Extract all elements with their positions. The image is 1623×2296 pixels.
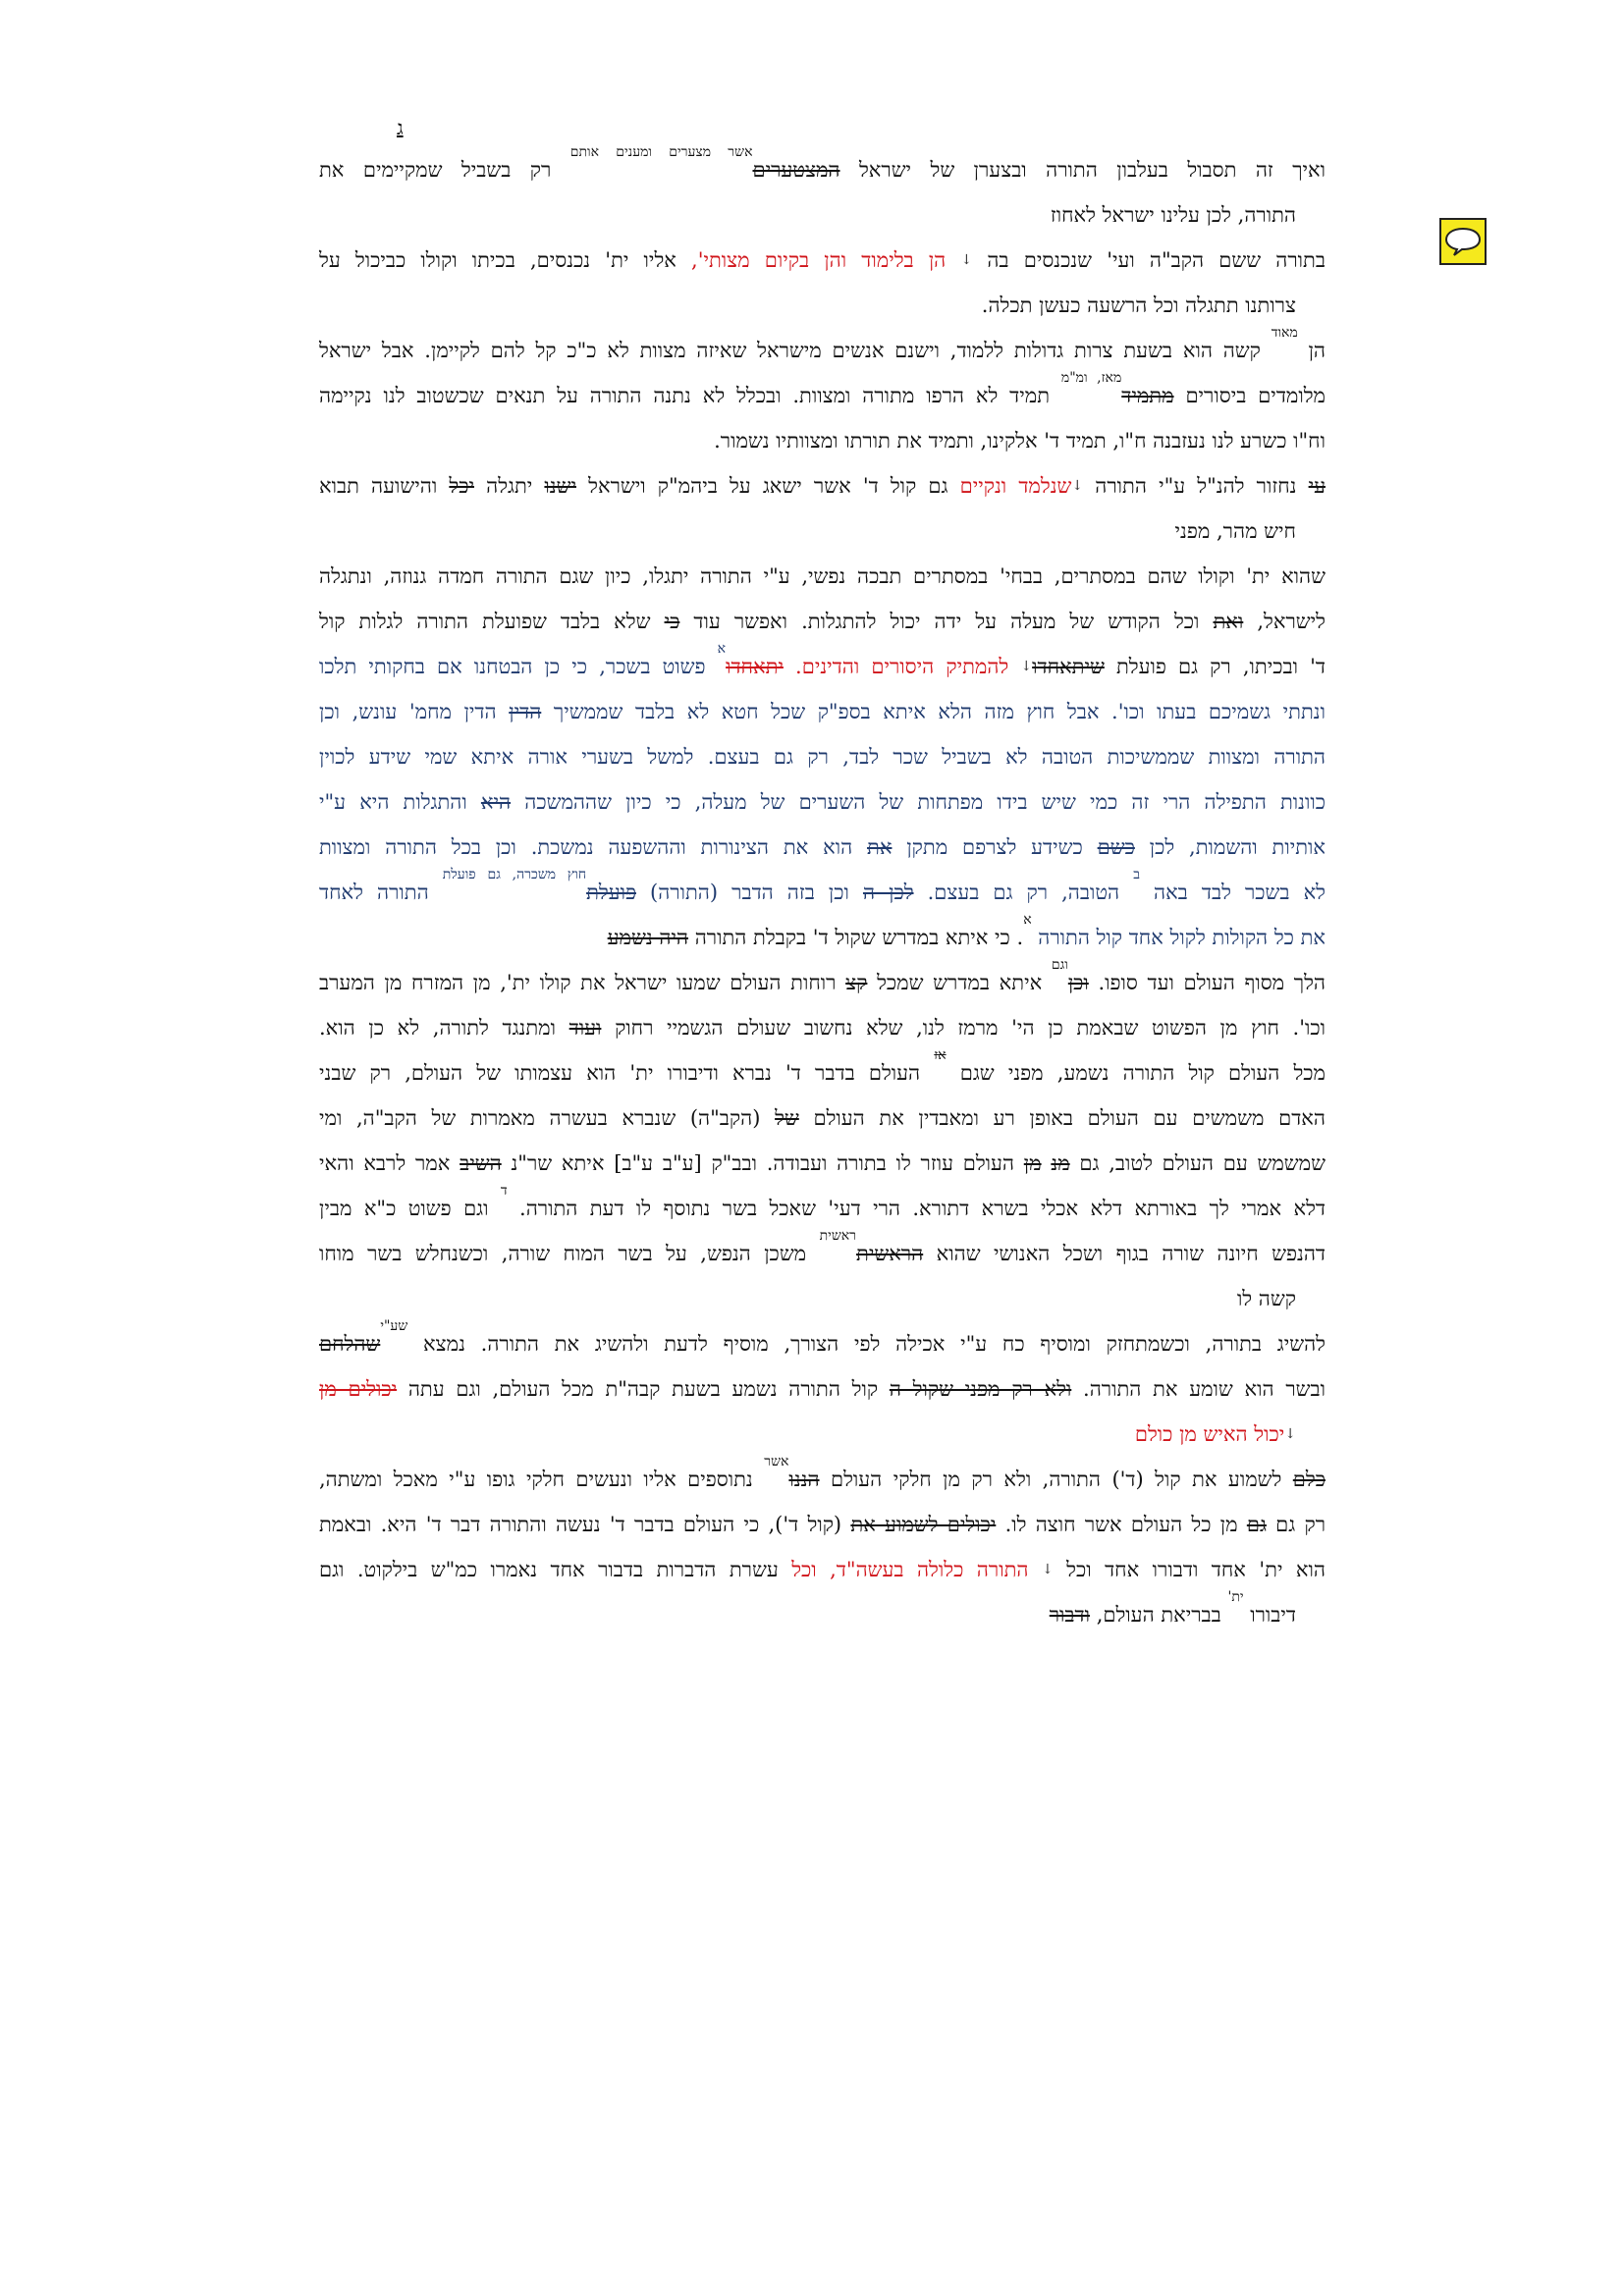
deleted-text: היא <box>480 790 512 814</box>
text-span: ד' ובכיתו, רק גם פועלת <box>1104 655 1326 678</box>
deleted-text: עי <box>1308 474 1325 498</box>
text-line <box>319 192 1325 238</box>
text-span: (קול ד'), כי העולם בדבר ד' נעשה והתורה דבר ד' היא. ובאמת <box>319 1513 851 1536</box>
text-line <box>319 463 1325 508</box>
text-span: דהנפש חיונה שורה בגוף ושכל האנושי שהוא <box>923 1242 1325 1265</box>
text-span: חיש מהר, מפני <box>1174 519 1296 543</box>
text-span: העולם בדבר ד' נברא ודיבורו ית' הוא עצמותו של העולם, רק שבני <box>319 1061 935 1085</box>
inserted-text: מאוד <box>1271 325 1298 341</box>
deleted-text: הראשית <box>856 1242 924 1265</box>
text-span: אותיות והשמות, לכן <box>1134 835 1326 859</box>
inserted-text: אשר <box>764 1454 789 1469</box>
deleted-text: ועוד <box>568 1016 602 1040</box>
text-line <box>319 689 1325 734</box>
text-span: כשידע לצרפם מתקן <box>892 835 1098 859</box>
text-span: הדין מחמ' עונש, וכן <box>319 700 510 723</box>
text-span: (הקב"ה) שנברא בעשרה מאמרות של הקב"ה, ומי <box>319 1106 776 1130</box>
inserted-text: התורה כלולה בעשה"ד, וכל <box>791 1558 1029 1581</box>
text-span: יתגלה <box>473 474 545 498</box>
text-line <box>319 1412 1325 1457</box>
text-span: בבריאת העולם, <box>1090 1603 1228 1627</box>
text-line <box>319 1047 1325 1095</box>
text-line <box>319 1318 1325 1366</box>
text-span: צרותנו תתגלה וכל הרשעה כעשן תכלה. <box>981 294 1296 317</box>
footnote-marker: ב <box>1133 867 1140 882</box>
inserted-text: יכול האיש מן כולם <box>1134 1422 1285 1446</box>
deleted-text: של <box>775 1106 799 1130</box>
deleted-text: מן <box>1023 1151 1042 1175</box>
inserted-text: ראשית <box>819 1228 857 1244</box>
text-line <box>319 825 1325 870</box>
deleted-text: גם <box>1246 1513 1267 1536</box>
text-line <box>319 238 1325 283</box>
deleted-text: ודבור <box>1049 1603 1091 1627</box>
text-line <box>319 1141 1325 1186</box>
deleted-text: כשם <box>1097 835 1135 859</box>
deleted-text: לכן ה <box>862 881 914 904</box>
text-span: אמר לרבא והאי <box>319 1151 460 1175</box>
text-span: הלך מסוף העולם ועד סופו. <box>1088 971 1326 994</box>
text-span: מכל העולם קול התורה נשמע, מפני שגם <box>946 1061 1325 1085</box>
insert-arrow-icon: ↓ <box>1020 659 1033 674</box>
deleted-text: יכל <box>449 474 474 498</box>
text-span: שהוא ית' וקולו שהם במסתרים, בבחי' במסתרים תבכה נפשי, ע"י התורה יתגלו, כיון שגם התורה חמדה גנוזה, ונתגלה <box>319 564 1325 588</box>
text-span: הוא את הצינורות וההשפעה נמשכת. וכן בכל התורה ומצוות <box>319 835 868 859</box>
text-span: איתא במדרש שמכל <box>867 971 1052 994</box>
inserted-text: אז <box>934 1047 947 1063</box>
text-line <box>319 1502 1325 1547</box>
text-span: וכן בזה הדבר (התורה) <box>635 881 863 904</box>
insert-arrow-icon: ↓ <box>1041 1562 1054 1577</box>
deleted-text: הדין <box>509 700 542 723</box>
text-span: מלומדים ביסורים <box>1173 384 1326 407</box>
text-line <box>319 418 1325 463</box>
deleted-text: יכולים לשמוע את <box>850 1513 997 1536</box>
text-span: התורה, לכן עלינו ישראל לאחוז <box>1050 203 1296 227</box>
deleted-text: הננו <box>788 1468 820 1491</box>
text-span: גם קול ד' אשר ישאג על ביהמ"ק וישראל <box>576 474 960 498</box>
deleted-text: יתאחדו <box>726 655 784 678</box>
footnote-marker: א <box>717 641 727 657</box>
deleted-text: קצ <box>845 971 868 994</box>
text-span: התורה ומצוות שממשיכות הטובה לא בשביל שכר לבד, רק גם בעצם. למשל בשערי אורה איתא שמי שידע לכוין <box>319 745 1325 769</box>
text-span: נחזור להנ"ל ע"י התורה <box>1083 474 1309 498</box>
deleted-text: מנ <box>1051 1151 1070 1175</box>
text-line <box>319 641 1326 689</box>
insert-arrow-icon: ↓ <box>1071 478 1084 494</box>
text-span: דיבורו <box>1243 1603 1296 1627</box>
deleted-text: את <box>867 835 893 859</box>
text-span: נתוספים אליו ונעשים חלקי גופו ע"י מאכל ומשתה, <box>319 1468 765 1491</box>
inserted-text: מאז, ומ"מ <box>1060 370 1122 386</box>
text-line <box>319 1228 1325 1276</box>
text-span: וגם פשוט כ"א מבין <box>319 1197 501 1220</box>
text-line <box>319 554 1325 599</box>
footnote-marker: א <box>1023 912 1032 928</box>
text-span: קול התורה נשמע בשעת קבה"ת מכל העולם, וגם עתה <box>397 1377 890 1401</box>
speech-bubble-icon[interactable] <box>1439 218 1487 265</box>
text-span: והישועה תבוא <box>319 474 450 498</box>
text-span: והתגלות היא ע"י <box>319 790 481 814</box>
text-line <box>319 1276 1325 1321</box>
inserted-text: אשר מצערים ומענים אותם <box>569 144 753 160</box>
inserted-text: שע"י <box>380 1318 408 1334</box>
footnote-marker: ד <box>500 1183 508 1199</box>
text-span: ונתתי גשמיכם בעתו וכו'. אבל חוץ מזה הלא איתא בספ"ק שכל חטא לא בלבד שממשיך <box>541 700 1325 723</box>
deleted-text: המצטערים <box>752 158 840 182</box>
deleted-text: יכולים מן <box>319 1377 398 1401</box>
manuscript-body <box>319 144 1326 1637</box>
page-number: ג <box>397 116 404 139</box>
text-span: לישראל, <box>1243 610 1325 633</box>
deleted-text: השיב <box>460 1151 502 1175</box>
text-span: רק בשביל שמקיימים את <box>319 158 570 182</box>
text-span: כוונות התפילה הרי זה כמי שיש בידו מפתחות של השערים של מעלה, כי כיון שההמשכה <box>511 790 1325 814</box>
deleted-text: מתמיד <box>1121 384 1174 407</box>
text-line <box>319 599 1325 644</box>
text-span: ובשר הוא שומע את התורה. <box>1071 1377 1325 1401</box>
text-span: האדם משמשים עם העולם באופן רע ומאבדין את העולם <box>798 1106 1325 1130</box>
insert-arrow-icon: ↓ <box>1284 1426 1296 1442</box>
text-span: הן <box>1297 339 1325 362</box>
text-line <box>319 283 1325 328</box>
text-line <box>319 779 1325 825</box>
text-span: אליו ית' נכנסים, בכיתו וקולו כביכול על <box>319 248 676 272</box>
text-span: פשוט בשכר, כי כן הבטחנו אם בחקותי תלכו <box>319 655 718 678</box>
text-span: עשרת הדברות בדבור אחד נאמרו כמ"ש בילקוט. וגם <box>319 1558 779 1581</box>
text-span: משכן הנפש, על בשר המוח שורה, וכשנחלש בשר מוחו <box>319 1242 820 1265</box>
inserted-text: ית' <box>1227 1589 1244 1605</box>
deleted-text: שהלחם <box>319 1332 381 1356</box>
inserted-text: חוץ משכרה, גם פועלת <box>442 867 587 882</box>
text-line <box>319 1183 1326 1231</box>
insert-arrow-icon: ↓ <box>960 252 973 268</box>
deleted-text: שיתאחדו <box>1032 655 1105 678</box>
text-span: הוא ית' אחד ודבורו אחד וכל <box>1053 1558 1325 1581</box>
text-line <box>319 912 1325 960</box>
text-line <box>319 734 1325 779</box>
deleted-text: ישנו <box>544 474 576 498</box>
text-line <box>319 1454 1325 1502</box>
text-span: שלא בלבד שפועלת התורה לגלות קול <box>319 610 665 633</box>
text-line <box>319 867 1325 915</box>
text-line <box>319 508 1325 554</box>
text-span: קשה הוא בשעת צרות גדולות ללמוד, וישנם אנשים מישראל שאיזה מצוות לא כ"כ קל להם לקיימן. אבל ישראל <box>319 339 1271 362</box>
inserted-text: שנלמד ונקיים <box>959 474 1072 498</box>
text-span: רק גם <box>1266 1513 1326 1536</box>
text-span: הטובה, רק גם בעצם. <box>913 881 1134 904</box>
text-span: קשה לו <box>1236 1287 1296 1310</box>
text-span: וח"ו כשרע לנו נעזבנה ח"ו, תמיד ד' אלקינו, ותמיד את תורתו ומצוותיו נשמור. <box>714 429 1325 453</box>
text-span: התורה לאחד <box>319 881 443 904</box>
deleted-text: וכן <box>1067 971 1089 994</box>
text-span: תמיד לא הרפו מתורה ומצוות. ובכלל לא נתנה התורה על תנאים שכשטוב לנו נקיימה <box>319 384 1061 407</box>
text-span: להשיג בתורה, וכשמתחזק ומוסיף כח ע"י אכילה לפי הצורך, מוסיף לדעת ולהשיג את התורה. נמצא <box>407 1332 1325 1356</box>
text-span: שמשמש עם העולם לטוב, גם <box>1069 1151 1325 1175</box>
deleted-text: פועלת <box>586 881 636 904</box>
text-line <box>319 325 1325 373</box>
text-span: בתורה ששם הקב"ה ועי' שנכנסים בה <box>972 248 1325 272</box>
text-span: לשמוע את קול (ד') התורה, ולא רק מן חלקי העולם <box>819 1468 1293 1491</box>
text-line <box>319 144 1326 192</box>
inserted-text: וגם <box>1051 957 1068 973</box>
deleted-text: כלם <box>1292 1468 1325 1491</box>
deleted-text: היה נשמע <box>607 926 689 949</box>
text-span: מן כל העולם אשר חוצה לו. <box>996 1513 1247 1536</box>
deleted-text: ואת <box>1213 610 1244 633</box>
text-line <box>319 370 1326 418</box>
text-line <box>319 957 1326 1005</box>
text-span: ומתנגד לתורה, לא כן הוא. <box>319 1016 569 1040</box>
text-span: . כי איתא במדרש שקול ד' בקבלת התורה <box>688 926 1024 949</box>
text-line <box>319 1547 1325 1592</box>
text-line <box>319 1095 1325 1141</box>
text-line <box>319 1005 1325 1050</box>
inserted-text: הן בלימוד והן בקיום מצותי', <box>676 248 947 272</box>
text-span: לא בשכר לבד באה <box>1139 881 1325 904</box>
text-span: וכל הקודש של מעלה על ידה יכול להתגלות. ואפשר עוד <box>679 610 1214 633</box>
text-span: ואיך זה תסבול בעלבון התורה ובצערן של ישראל <box>839 158 1326 182</box>
text-span: העולם עוזר לו בתורה ועבודה. ובב"ק [ע"ב ע"ב] איתא שר"נ <box>501 1151 1024 1175</box>
inserted-text: להמתיק היסורים והדינים. <box>783 655 1009 678</box>
text-span: וכו'. חוץ מן הפשוט שבאמת כן הי' מרמז לנו, שלא נחשוב שעולם הגשמיי רחוק <box>601 1016 1325 1040</box>
text-span: רוחות העולם שמעו ישראל את קולו ית', מן המזרח מן המערב <box>319 971 846 994</box>
deleted-text: ולא רק מפני שקול ה <box>889 1377 1072 1401</box>
text-line <box>319 1366 1325 1412</box>
text-span: דלא אמרי לך באורתא דלא אכלי בשרא דתורא. הרי דעי' שאכל בשר נתוסף לו דעת התורה. <box>507 1197 1326 1220</box>
text-span: את כל הקולות לקול אחד קול התורה <box>1031 926 1325 949</box>
text-line <box>319 1589 1325 1637</box>
deleted-text: כי <box>664 610 680 633</box>
